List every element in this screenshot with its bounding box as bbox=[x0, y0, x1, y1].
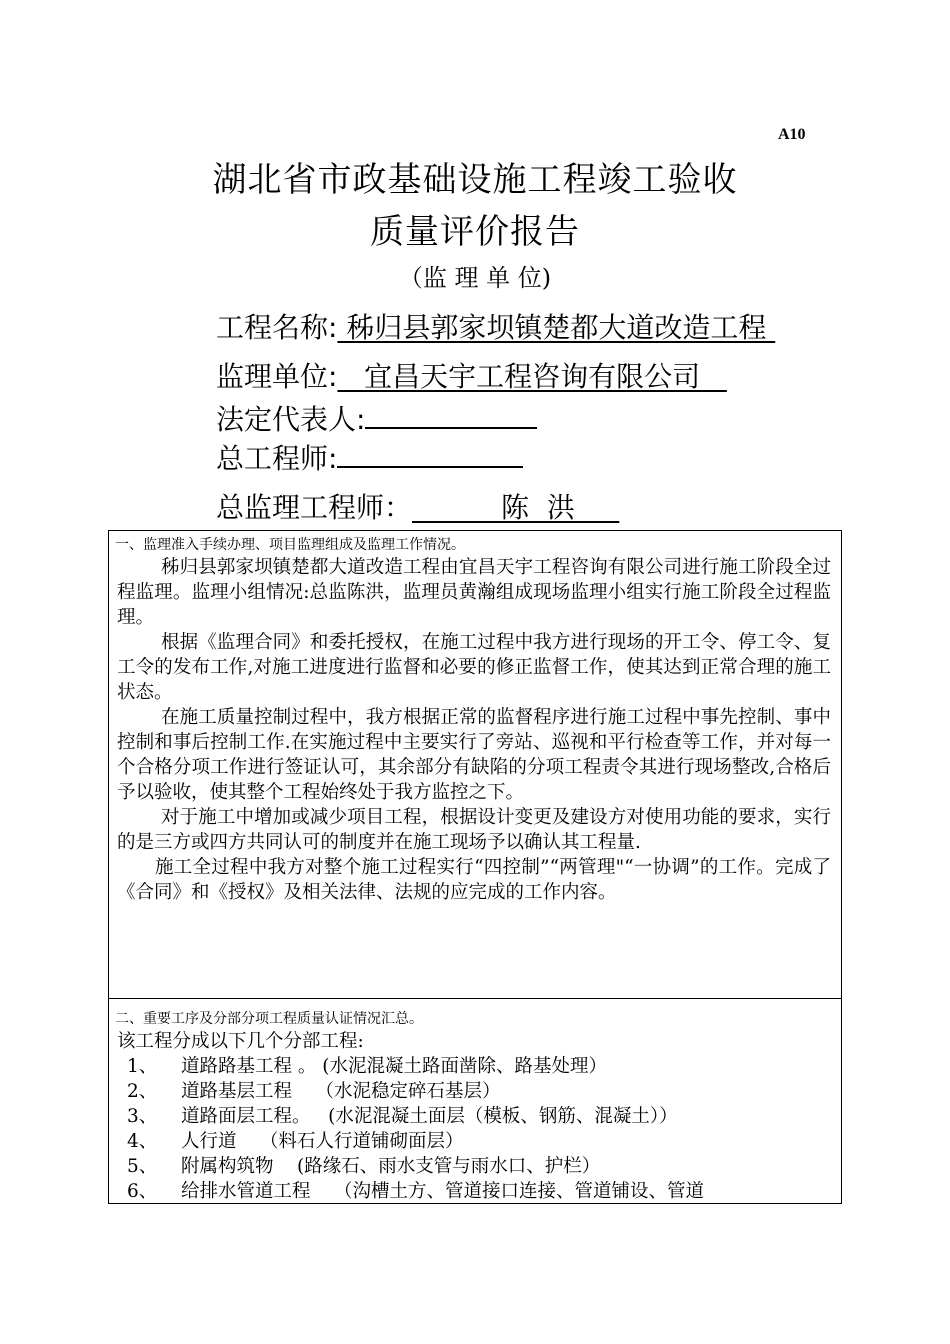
list-item-text: 附属构筑物 (路缘石、雨水支管与雨水口、护栏） bbox=[181, 1156, 601, 1177]
page-subtitle: 质量评价报告 bbox=[370, 212, 580, 252]
list-item bbox=[109, 1129, 841, 1154]
supervisor-unit-value: 宜昌天宇工程咨询有限公司 bbox=[337, 360, 727, 393]
list-item-number: 3、 bbox=[127, 1106, 158, 1127]
list-item bbox=[109, 1179, 841, 1204]
section-supervision-work bbox=[108, 530, 842, 998]
section1-paragraph: 秭归县郭家坝镇楚都大道改造工程由宜昌天宇工程咨询有限公司进行施工阶段全过程监理。监理小组情况:总监陈洪，监理员黄瀚组成现场监理小组实行施工阶段全过程监理。 bbox=[117, 557, 831, 628]
form-code: A10 bbox=[778, 126, 806, 143]
section1-heading: 一、监理准入手续办理、项目监理组成及监理工作情况。 bbox=[115, 537, 465, 553]
chief-engineer-field bbox=[216, 437, 523, 477]
project-name-label: 工程名称: bbox=[216, 311, 338, 344]
list-item-text: 给排水管道工程 （沟槽土方、管道接口连接、管道铺设、管道 bbox=[181, 1181, 705, 1202]
supervisor-unit-label: 监理单位: bbox=[216, 360, 338, 393]
legal-representative-field bbox=[216, 398, 537, 438]
list-item bbox=[109, 1079, 841, 1104]
list-item bbox=[109, 1104, 841, 1129]
list-item bbox=[109, 1054, 841, 1079]
legal-representative-label: 法定代表人: bbox=[216, 403, 366, 436]
list-item-number: 1、 bbox=[127, 1056, 158, 1077]
section1-paragraph: 对于施工中增加或减少项目工程，根据设计变更及建设方对使用功能的要求，实行的是三方或四方共同认可的制度并在施工现场予以确认其工程量. bbox=[117, 807, 831, 853]
section1-paragraph: 施工全过程中我方对整个施工过程实行“四控制”“两管理"“一协调”的工作。完成了《合同》和《授权》及相关法律、法规的应完成的工作内容。 bbox=[117, 857, 831, 903]
chief-supervisor-field bbox=[216, 486, 619, 526]
list-item-text: 道路面层工程。 (水泥混凝土面层（模板、钢筋、混凝土）） bbox=[181, 1106, 678, 1127]
list-item-number: 2、 bbox=[127, 1081, 158, 1102]
list-item-number: 6、 bbox=[127, 1181, 158, 1202]
section2-heading: 二、重要工序及分部分项工程质量认证情况汇总。 bbox=[115, 1011, 423, 1027]
supervisor-unit-field bbox=[216, 355, 727, 395]
chief-engineer-label: 总工程师: bbox=[216, 442, 338, 475]
project-name-field bbox=[216, 306, 775, 346]
list-item-number: 4、 bbox=[127, 1131, 158, 1152]
list-item-text: 道路基层工程 （水泥稳定碎石基层） bbox=[181, 1081, 501, 1102]
section-quality-certification bbox=[108, 998, 842, 1204]
list-item bbox=[109, 1154, 841, 1179]
chief-engineer-blank bbox=[337, 440, 523, 468]
chief-supervisor-label: 总监理工程师： bbox=[216, 491, 413, 524]
section2-intro: 该工程分成以下几个分部工程: bbox=[117, 1031, 364, 1052]
list-item-text: 道路路基工程 。 (水泥混凝土路面凿除、路基处理） bbox=[181, 1056, 607, 1077]
section1-paragraph: 根据《监理合同》和委托授权，在施工过程中我方进行现场的开工令、停工令、复工令的发布工作,对施工进度进行监督和必要的修正监督工作，使其达到正常合理的施工状态。 bbox=[117, 632, 831, 703]
chief-supervisor-value: 陈 洪 bbox=[412, 491, 620, 524]
page-title: 湖北省市政基础设施工程竣工验收 bbox=[212, 160, 738, 200]
section1-paragraph: 在施工质量控制过程中，我方根据正常的监督程序进行施工过程中事先控制、事中控制和事后控制工作.在实施过程中主要实行了旁站、巡视和平行检查等工作，并对每一个合格分项工作进行签证认可，其余部分有缺陷的分项工程责令其进行现场整改,合格后予以验收，使其整个工程始终处于我方监控之下。 bbox=[117, 707, 831, 803]
list-item-text: 人行道 （料石人行道铺砌面层） bbox=[181, 1131, 464, 1152]
project-name-value: 秭归县郭家坝镇楚都大道改造工程 bbox=[337, 311, 776, 344]
list-item-number: 5、 bbox=[127, 1156, 158, 1177]
legal-representative-blank bbox=[365, 401, 537, 429]
unit-type-label: （监 理 单 位) bbox=[398, 264, 552, 292]
